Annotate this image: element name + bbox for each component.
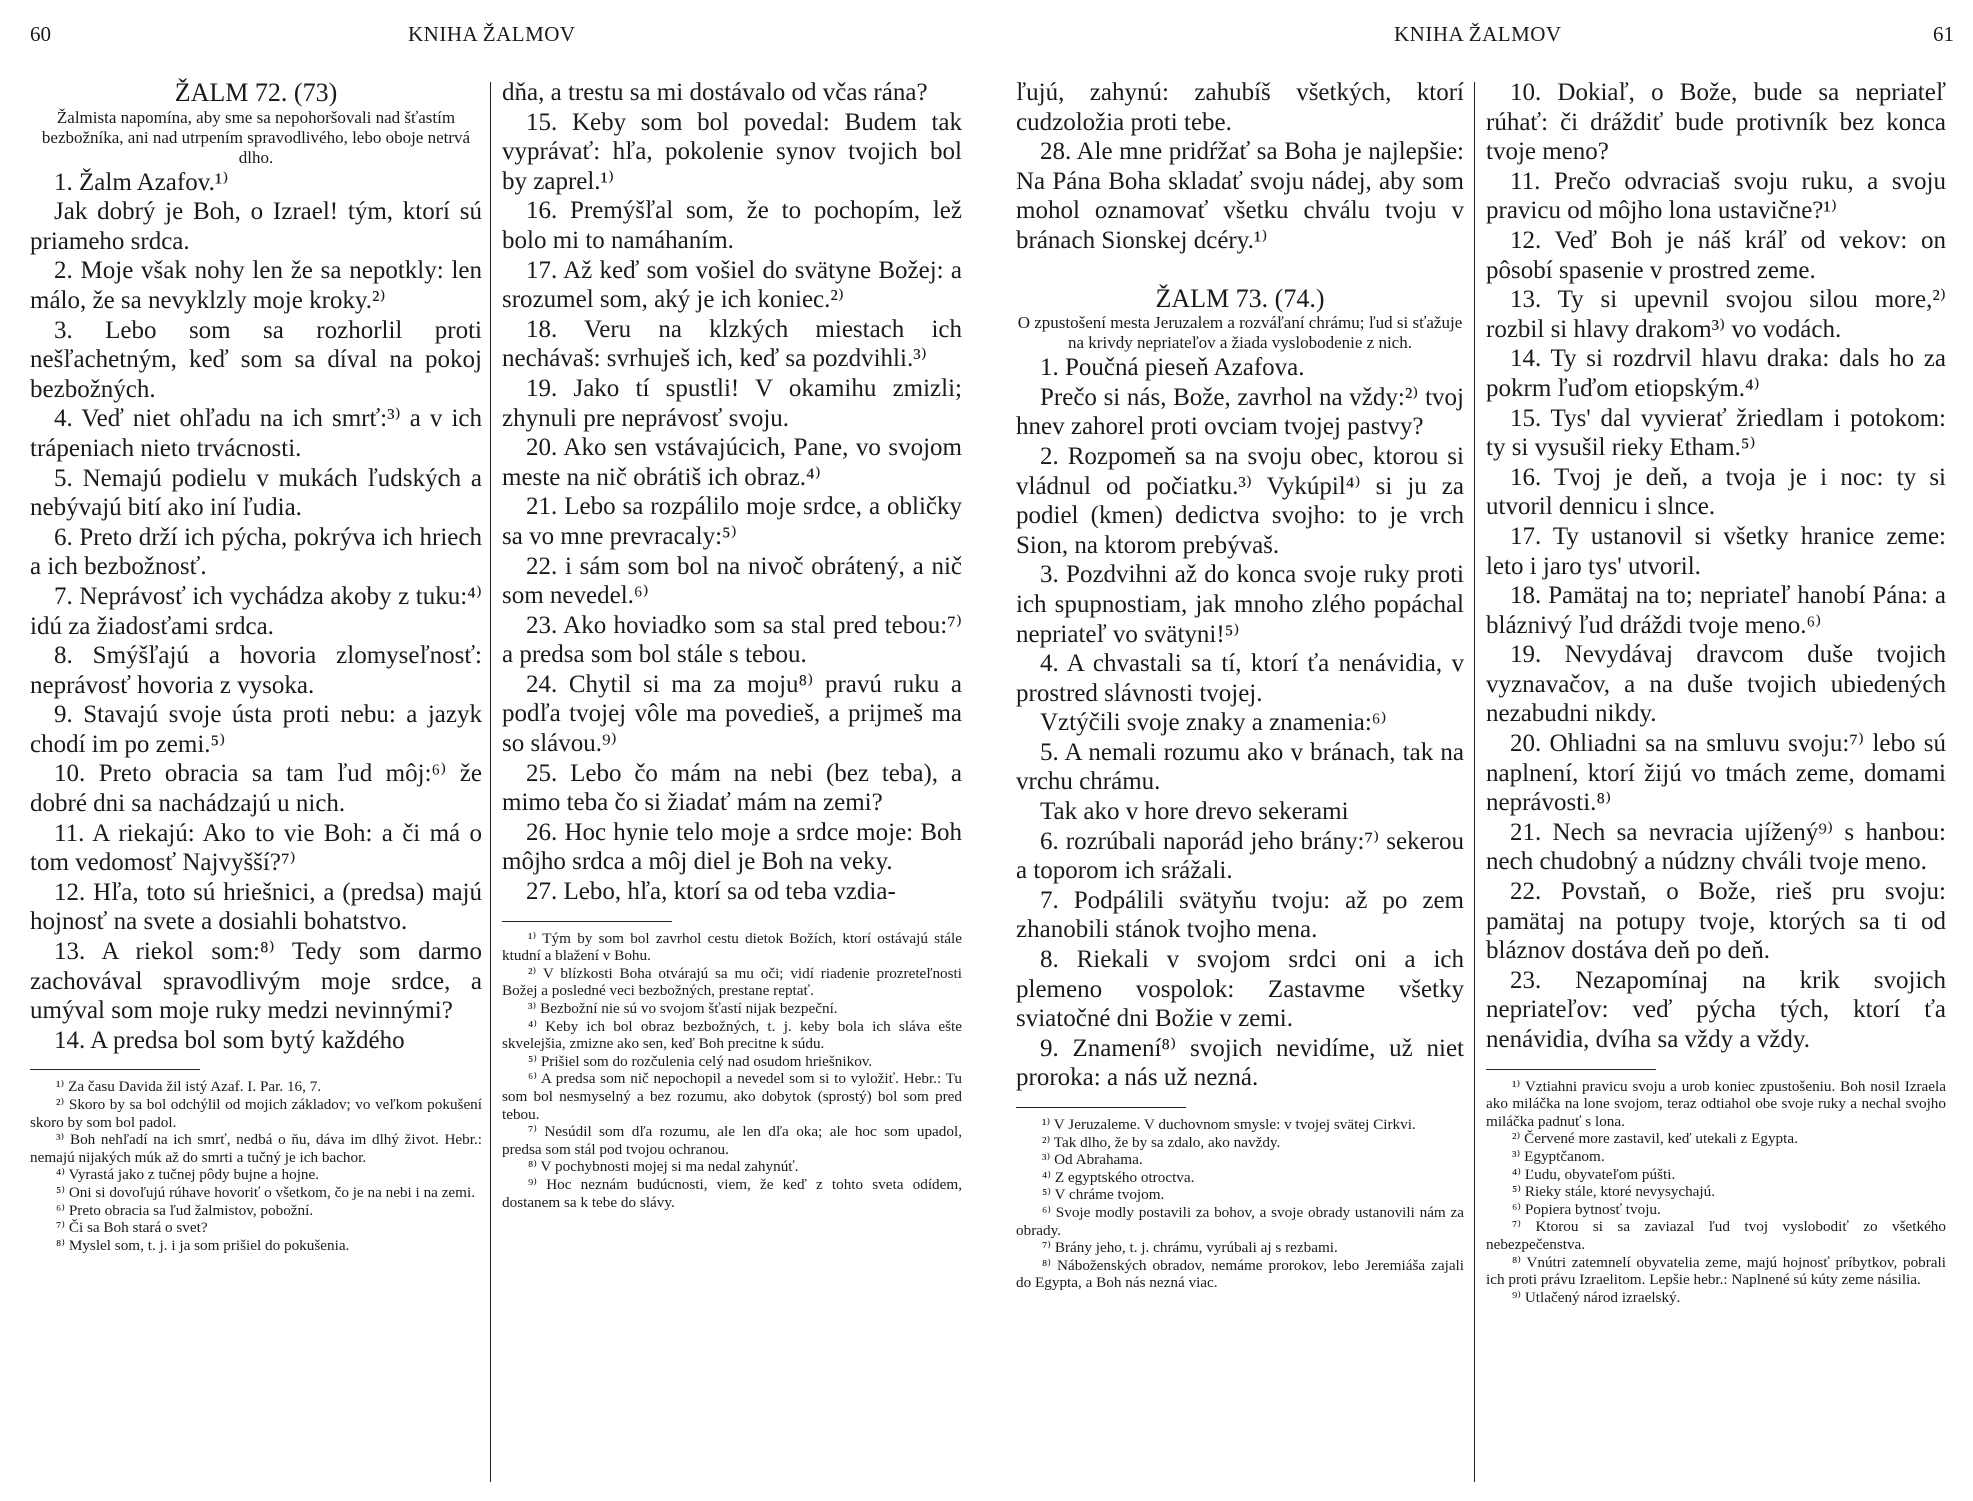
verse: 7. Podpálili svätyňu tvoju: až po zem zhanobili stánok tvojho mena. xyxy=(1016,886,1464,944)
footnote: ⁶⁾ Popiera bytnosť tvoju. xyxy=(1512,1200,1661,1218)
verse: 1. Poučná pieseň Azafova. xyxy=(1040,354,1305,382)
footnote: ⁵⁾ Prišiel som do rozčulenia celý nad osudom hriešnikov. xyxy=(528,1052,873,1070)
verse: ľujú, zahynú: zahubíš všetkých, ktorí cudzoložia proti tebe. xyxy=(1016,79,1464,136)
footnote: ²⁾ Skoro by sa bol odchýlil od mojich základov; vo veľkom pokušení skoro by som bol padol. xyxy=(30,1096,482,1131)
footnote-rule xyxy=(1016,1107,1186,1108)
verse: 21. Lebo sa rozpálilo moje srdce, a obličky sa vo mne prevracaly:⁵⁾ xyxy=(502,493,962,550)
psalm-title: ŽALM 73. (74.) xyxy=(1155,283,1325,313)
verse: 9. Znamení⁸⁾ svojich nevidíme, už niet proroka: a nás už nezná. xyxy=(1016,1034,1464,1092)
verse: 6. Preto drží ich pýcha, pokrýva ich hriech a ich bezbožnosť. xyxy=(30,523,482,581)
verse: 16. Tvoj je deň, a tvoja je i noc: ty si utvoril dennicu i slnce. xyxy=(1486,463,1946,521)
verse: 17. Ty ustanovil si všetky hranice zeme: leto i jaro tys' utvoril. xyxy=(1486,522,1946,580)
verse: 15. Keby som bol povedal: Budem tak vyprávať: hľa, pokolenie synov tvojich bol by zaprel.¹⁾ xyxy=(502,108,962,195)
footnote: ⁴⁾ Keby ich bol obraz bezbožných, t. j. keby bola ich sláva ešte skvelejšia, zmizne ako sen, keď Boh precitne k súdu. xyxy=(502,1017,962,1053)
footnote: ²⁾ V blízkosti Boha otvárajú sa mu oči; vidí riadenie prozreteľnosti Božej a posledné veci bezbožných, prestane reptať. xyxy=(502,964,962,1000)
column-left-1 xyxy=(30,78,482,1254)
column-left-2 xyxy=(502,78,962,1211)
psalm-title: ŽALM 72. (73) xyxy=(174,78,338,107)
footnote: ³⁾ Boh nehľadí na ich smrť, nedbá o ňu, dáva im dlhý život. Hebr.: nemajú nijakých múk až do smrti a tučný je ich bachor. xyxy=(30,1131,482,1166)
footnote: ³⁾ Od Abrahama. xyxy=(1042,1151,1143,1169)
verse: 8. Smýšľajú a hovoria zlomyseľnosť: neprávosť hovoria z vysoka. xyxy=(30,642,482,699)
verse: 25. Lebo čo mám na nebi (bez teba), a mimo teba čo si žiadať mám na zemi? xyxy=(502,759,962,817)
right-page xyxy=(986,0,1973,1501)
footnote: ¹⁾ Vztiahni pravicu svoju a urob koniec zpustošeniu. Boh nosil Izraela ako miláčka na lone svojom, teraz odtiahol obe svoje ruky a nechal svojho miláčka padnuť s lona. xyxy=(1486,1077,1946,1130)
footnote: ¹⁾ V Jeruzaleme. V duchovnom smysle: v tvojej svätej Cirkvi. xyxy=(1042,1116,1416,1133)
verse: 14. Ty si rozdrvil hlavu draka: dals ho za pokrm ľuďom etiopským.⁴⁾ xyxy=(1486,345,1946,402)
footnote: ⁸⁾ Myslel som, t. j. i ja som prišiel do pokušenia. xyxy=(56,1236,350,1254)
verse: 5. A nemali rozumu ako v bránach, tak na vrchu chrámu. xyxy=(1016,738,1464,796)
verse: 28. Ale mne pridŕžať sa Boha je najlepšie: Na Pána Boha skladať svoju nádej, aby som mohol oznamovať všetku chválu tvoju v bránach Sionskej dcéry.¹⁾ xyxy=(1016,138,1464,254)
footnote: ³⁾ Egyptčanom. xyxy=(1512,1147,1605,1165)
footnote: ¹⁾ Za času Davida žil istý Azaf. I. Par. 16, 7. xyxy=(56,1078,322,1096)
verse: 20. Ohliadni sa na smluvu svoju:⁷⁾ lebo sú naplnení, ktorí žijú vo tmách zeme, domami neprávosti.⁸⁾ xyxy=(1486,730,1946,817)
footnote: ²⁾ Červené more zastavil, keď utekali z Egypta. xyxy=(1512,1130,1798,1148)
footnote: ⁷⁾ Brány jeho, t. j. chrámu, vyrúbali aj s rezbami. xyxy=(1042,1239,1338,1257)
verse: 20. Ako sen vstávajúcich, Pane, vo svojom meste na nič obrátiš ich obraz.⁴⁾ xyxy=(502,434,962,491)
running-head: KNIHA ŽALMOV xyxy=(1394,22,1562,46)
verse: 17. Až keď som vošiel do svätyne Božej: a srozumel som, aký je ich koniec.²⁾ xyxy=(502,256,962,314)
psalm-subtitle: Žalmista napomína, aby sme sa nepohoršovali nad šťastím bezbožníka, ani nad utrpením spravodlivého, lebo oboje netrvá dlho. xyxy=(41,107,471,167)
verse: 22. Povstaň, o Bože, rieš pru svoju: pamätaj na potupy tvoje, ktorých sa ti od bláznov dostáva deň po deň. xyxy=(1486,878,1946,965)
footnote: ⁹⁾ Utlačený národ izraelský. xyxy=(1512,1288,1681,1306)
page-number: 61 xyxy=(1933,22,1954,46)
footnote: ⁶⁾ Svoje modly postavili za bohov, a svoje obrady ustanovili nám za obrady. xyxy=(1016,1203,1464,1239)
page-number: 60 xyxy=(30,22,51,46)
verse: Tak ako v hore drevo sekerami xyxy=(1040,798,1349,826)
verse: 13. Ty si upevnil svojou silou more,²⁾ rozbil si hlavy drakom³⁾ vo vodách. xyxy=(1486,286,1946,343)
footnote: ³⁾ Bezbožní nie sú vo svojom šťastí nijak bezpeční. xyxy=(528,1000,838,1017)
footnote: ⁴⁾ Vyrastá jako z tučnej pôdy bujne a hojne. xyxy=(56,1166,320,1184)
verse: 24. Chytil si ma za moju⁸⁾ pravú ruku a podľa tvojej vôle ma povedieš, a prijmeš ma so slávou.⁹⁾ xyxy=(502,670,962,758)
verse: 10. Dokiaľ, o Bože, bude sa nepriateľ rúhať: či dráždiť bude protivník bez konca tvoje meno? xyxy=(1486,79,1946,166)
verse: 6. rozrúbali naporád jeho brány:⁷⁾ sekerou a toporom ich srážali. xyxy=(1016,827,1464,885)
verse: 12. Veď Boh je náš kráľ od vekov: on pôsobí spasenie v prostred zeme. xyxy=(1486,226,1946,284)
verse: Prečo si nás, Bože, zavrhol na vždy:²⁾ tvoj hnev zahorel proti ovciam tvojej pastvy? xyxy=(1016,383,1464,441)
verse: Vztýčili svoje znaky a znamenia:⁶⁾ xyxy=(1040,709,1387,737)
verse: dňa, a trestu sa mi dostávalo od včas rána? xyxy=(502,79,928,106)
footnote: ⁷⁾ Nesúdil som dľa rozumu, ale len dľa oka; ale hoc som upadol, predsa som stál pod tvojou ochranou. xyxy=(502,1123,962,1158)
footnote: ⁶⁾ A predsa som nič nepochopil a nevedel som si to vyložiť. Hebr.: Tu som bol nesmyselný a bez rozumu, ako dobytok (sprostý) bol som pred tebou. xyxy=(502,1070,962,1123)
footnote: ²⁾ Tak dlho, že by sa zdalo, ako navždy. xyxy=(1042,1133,1281,1151)
psalm-subtitle: O zpustošení mesta Jeruzalem a rozváľaní chrámu; ľud si sťažuje na krivdy nepriateľov a žiada vyslobodenie z nich. xyxy=(1017,313,1463,353)
column-divider xyxy=(490,82,491,1482)
footnote: ⁸⁾ Vnútri zatemnelí obyvatelia zeme, majú hojnosť príbytkov, pobrali ich proti právu Izraelitom. Lepšie hebr.: Naplnené sú kúty zeme násilia. xyxy=(1486,1253,1946,1289)
footnote: ¹⁾ Tým by som bol zavrhol cestu dietok Božích, ktorí ostávajú stále ktudní a blažení v Bohu. xyxy=(502,929,962,965)
footnote: ⁷⁾ Či sa Boh stará o svet? xyxy=(56,1219,208,1237)
verse: 26. Hoc hynie telo moje a srdce moje: Boh môjho srdca a môj diel je Boh na veky. xyxy=(502,818,962,876)
verse: 8. Riekali v svojom srdci oni a ich plemeno vospolok: Zastavme všetky sviatočné dni Božie v zemi. xyxy=(1016,946,1464,1033)
verse: 3. Pozdvihni až do konca svoje ruky proti ich spupnostiam, jak mnoho zlého popáchal nepriateľ vo svätyni!⁵⁾ xyxy=(1016,561,1464,648)
footnote: ⁷⁾ Ktorou si sa zaviazal ľud tvoj vyslobodiť zo všetkého nebezpečenstva. xyxy=(1486,1218,1946,1253)
verse: 9. Stavajú svoje ústa proti nebu: a jazyk chodí im po zemi.⁵⁾ xyxy=(30,701,482,758)
verse: 14. A predsa bol som bytý každého xyxy=(54,1026,405,1054)
verse: 19. Jako tí spustli! V okamihu zmizli; zhynuli pre neprávosť svoju. xyxy=(502,374,962,432)
verse: 3. Lebo som sa rozhorlil proti nešľachetným, keď som sa díval na pokoj bezbožných. xyxy=(30,316,482,403)
verse: 10. Preto obracia sa tam ľud môj:⁶⁾ že dobré dni sa nachádzajú u nich. xyxy=(30,760,482,818)
verse: 18. Pamätaj na to; nepriateľ hanobí Pána: a bláznivý ľud dráždi tvoje meno.⁶⁾ xyxy=(1486,582,1946,639)
column-right-2 xyxy=(1486,78,1946,1306)
footnote: ⁴⁾ Z egyptského otroctva. xyxy=(1042,1168,1195,1186)
verse: 11. Prečo odvraciaš svoju ruku, a svoju pravicu od môjho lona ustavične?¹⁾ xyxy=(1486,167,1946,225)
verse: 12. Hľa, toto sú hriešnici, a (predsa) majú hojnosť na svete a dosiahli bohatstvo. xyxy=(30,878,482,936)
verse: 18. Veru na klzkých miestach ich nechávaš: svrhuješ ich, keď sa pozdvihli.³⁾ xyxy=(502,315,962,373)
verse: 23. Ako hoviadko som sa stal pred tebou:⁷⁾ a predsa som bol stále s tebou. xyxy=(502,611,962,669)
verse: Jak dobrý je Boh, o Izrael! tým, ktorí sú priameho srdca. xyxy=(30,198,482,255)
left-page xyxy=(0,0,986,1501)
footnote: ⁸⁾ V pochybnosti mojej si ma nedal zahynúť. xyxy=(528,1158,799,1176)
footnote: ⁸⁾ Náboženských obradov, nemáme prorokov, lebo Jeremiáša zajali do Egypta, a Boh nás nezná viac. xyxy=(1016,1256,1464,1292)
footnote: ⁵⁾ Rieky stále, ktoré nevysychajú. xyxy=(1512,1183,1716,1201)
verse: 1. Žalm Azafov.¹⁾ xyxy=(54,168,229,196)
footnote-rule xyxy=(1486,1069,1656,1070)
verse: 4. Veď niet ohľadu na ich smrť:³⁾ a v ich trápeniach nieto trvácnosti. xyxy=(30,405,482,462)
verse: 21. Nech sa nevracia ujížený⁹⁾ s hanbou: nech chudobný a núdzny chváli tvoje meno. xyxy=(1486,818,1946,876)
verse: 16. Premýšľal som, že to pochopím, lež bolo mi to namáhaním. xyxy=(502,197,962,254)
verse: 11. A riekajú: Ako to vie Boh: a či má o tom vedomosť Najvyšší?⁷⁾ xyxy=(30,819,482,877)
verse: 19. Nevydávaj dravcom duše tvojich vyznavačov, a na duše tvojich ubiedených nezabudni nikdy. xyxy=(1486,641,1946,728)
footnote: ⁵⁾ Oni si dovoľujú rúhave hovoriť o všetkom, čo je na nebi i na zemi. xyxy=(56,1183,476,1201)
verse: 13. A riekol som:⁸⁾ Tedy som darmo zachovával spravodlivým moje srdce, a umýval som moje ruky medzi nevinnými? xyxy=(30,938,482,1025)
verse: 27. Lebo, hľa, ktorí sa od teba vzdia- xyxy=(526,878,896,906)
verse: 4. A chvastali sa tí, ktorí ťa nenávidia, v prostred slávnosti tvojej. xyxy=(1016,650,1464,707)
footnote: ⁹⁾ Hoc neznám budúcnosti, viem, že keď z tohto sveta odídem, dostanem sa k tebe do slávy. xyxy=(502,1175,962,1211)
column-right-1 xyxy=(1016,78,1464,1292)
verse: 5. Nemajú podielu v mukách ľudských a nebývajú bití ako iní ľudia. xyxy=(30,464,482,522)
footnote-rule xyxy=(30,1069,200,1070)
footnote-rule xyxy=(502,921,672,922)
verse: 7. Neprávosť ich vychádza akoby z tuku:⁴⁾ idú za žiadosťami srdca. xyxy=(30,582,482,640)
verse: 2. Rozpomeň sa na svoju obec, ktorou si vládnul od počiatku.³⁾ Vykúpil⁴⁾ si ju za podiel (kmen) dedictva svojho: to je vrch Sion, na ktorom prebývaš. xyxy=(1016,442,1464,559)
running-head: KNIHA ŽALMOV xyxy=(408,22,576,46)
verse: 15. Tys' dal vyvierať žriedlam i potokom: ty si vysušil rieky Etham.⁵⁾ xyxy=(1486,404,1946,462)
verse: 2. Moje však nohy len že sa nepotkly: len málo, že sa nevyklzly moje kroky.²⁾ xyxy=(30,257,482,314)
footnote: ⁶⁾ Preto obracia sa ľud žalmistov, pobožní. xyxy=(56,1201,314,1219)
column-divider xyxy=(1474,82,1475,1482)
footnote: ⁴⁾ Ľudu, obyvateľom púšti. xyxy=(1512,1165,1676,1183)
verse: 23. Nezapomínaj na krik svojich nepriateľov: veď pýcha tých, ktorí ťa nenávidia, dvíha sa vždy a vždy. xyxy=(1486,966,1946,1053)
verse: 22. i sám som bol na nivoč obrátený, a nič som nevedel.⁶⁾ xyxy=(502,552,962,610)
footnote: ⁵⁾ V chráme tvojom. xyxy=(1042,1186,1165,1204)
